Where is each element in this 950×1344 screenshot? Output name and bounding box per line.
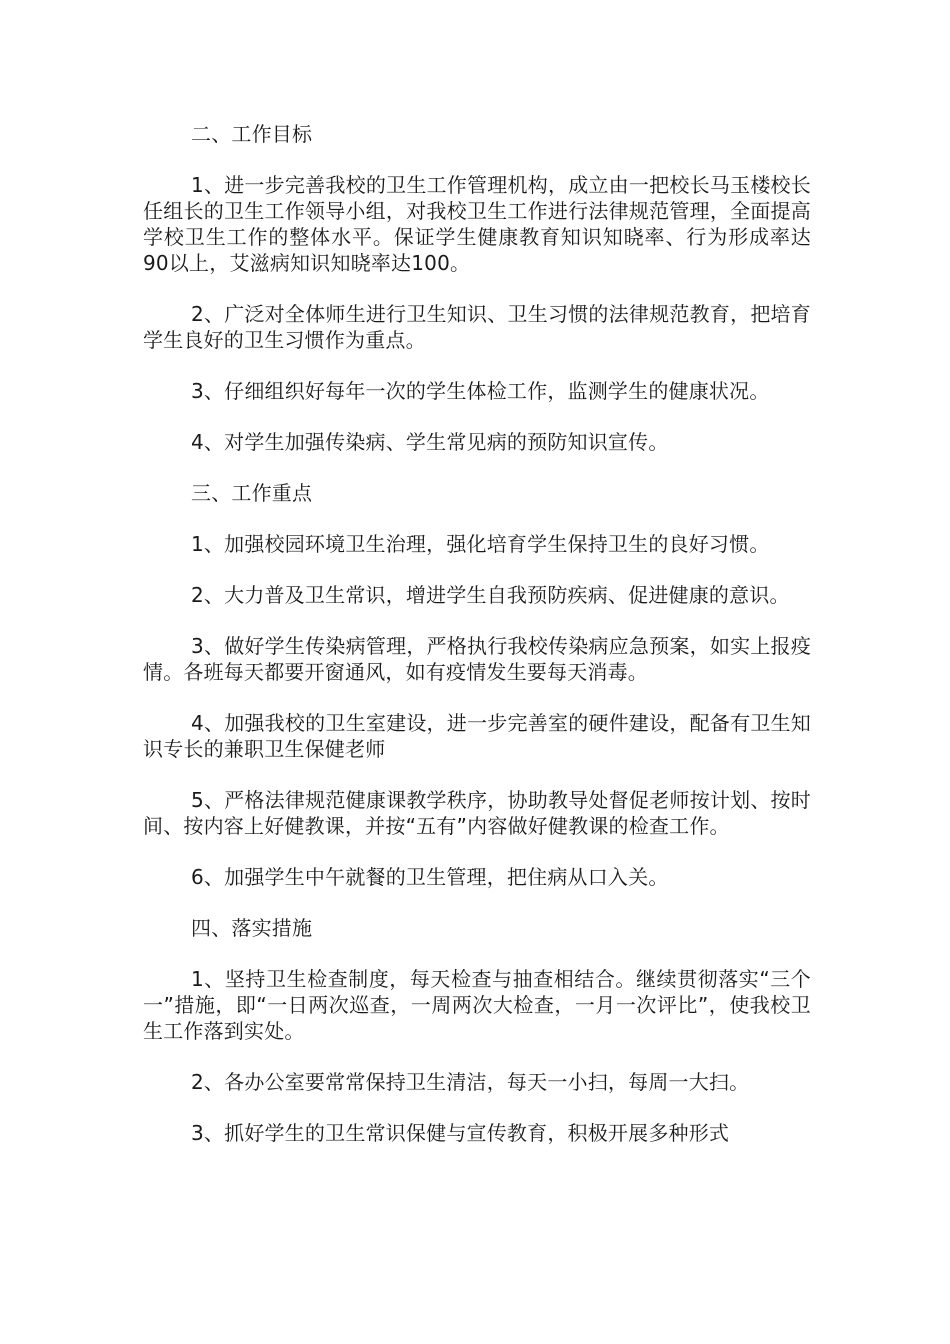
focus-item-5: 5、严格法律规范健康课教学秩序，协助教导处督促老师按计划、按时间、按内容上好健教课，并按“五有”内容做好健教课的检查工作。 <box>143 788 811 838</box>
measure-item-2: 2、各办公室要常常保持卫生清洁，每天一小扫，每周一大扫。 <box>191 1070 750 1094</box>
measure-item-1: 1、坚持卫生检查制度，每天检查与抽查相结合。继续贯彻落实“三个一”措施，即“一日两次巡查，一周两次大检查，一月一次评比”，使我校卫生工作落到实处。 <box>143 967 811 1043</box>
goal-item-1: 1、进一步完善我校的卫生工作管理机构，成立由一把校长马玉楼校长任组长的卫生工作领导小组，对我校卫生工作进行法律规范管理，全面提高学校卫生工作的整体水平。保证学生健康教育知识知晓率、行为形成率达90以上，艾滋病知识知晓率达100。 <box>143 173 811 275</box>
measure-item-3: 3、抓好学生的卫生常识保健与宣传教育，积极开展多种形式 <box>191 1121 730 1145</box>
section-heading-goals: 二、工作目标 <box>191 122 313 146</box>
goal-item-2: 2、广泛对全体师生进行卫生知识、卫生习惯的法律规范教育，把培育学生良好的卫生习惯作为重点。 <box>143 302 811 352</box>
focus-item-6: 6、加强学生中午就餐的卫生管理，把住病从口入关。 <box>191 865 669 889</box>
section-heading-focus: 三、工作重点 <box>191 481 313 505</box>
focus-item-4: 4、加强我校的卫生室建设，进一步完善室的硬件建设，配备有卫生知识专长的兼职卫生保健老师 <box>143 711 811 761</box>
focus-item-3: 3、做好学生传染病管理，严格执行我校传染病应急预案，如实上报疫情。各班每天都要开窗通风，如有疫情发生要每天消毒。 <box>143 634 811 684</box>
goal-item-3: 3、仔细组织好每年一次的学生体检工作，监测学生的健康状况。 <box>191 379 770 403</box>
goal-item-4: 4、对学生加强传染病、学生常见病的预防知识宣传。 <box>191 430 669 454</box>
focus-item-1: 1、加强校园环境卫生治理，强化培育学生保持卫生的良好习惯。 <box>191 532 770 556</box>
focus-item-2: 2、大力普及卫生常识，增进学生自我预防疾病、促进健康的意识。 <box>191 583 790 607</box>
section-heading-measures: 四、落实措施 <box>191 916 313 940</box>
document-body <box>143 121 811 1171</box>
